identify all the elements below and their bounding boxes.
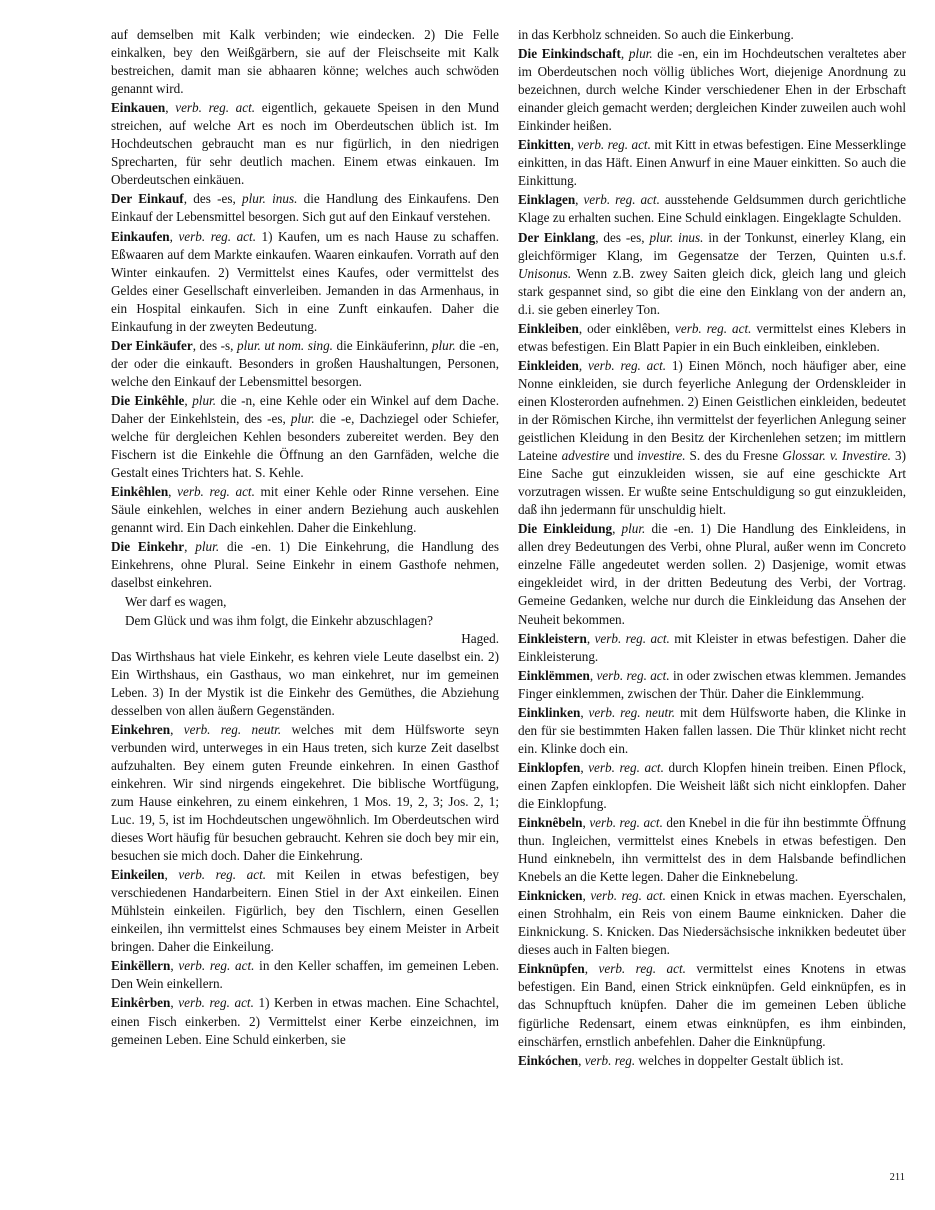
- headword: Der Einklang: [518, 229, 596, 245]
- headword: Einknêbeln: [518, 815, 583, 831]
- entry-einkleidung: Die Einkleidung, plur. die -en. 1) Die Handlung des Einkleidens, in allen drey Bedeutungen des Verbi, ohne Plural, außer wenn im Concreto einzelne Fälle angedeutet werden sollen. 2) Dasjenige, womit etwas eingekleidet wird, in der dritten Bedeutung des Verbi, der Vortrag. Gemeine Gedanken, welche nur durch die Einkleidung das Ansehen der Neuheit bekommen.: [518, 521, 906, 627]
- grammar: verb. reg. act.: [577, 137, 651, 153]
- headword: Einklinken: [518, 704, 581, 720]
- verse-source: Haged.: [461, 630, 499, 646]
- headword: Einkóchen: [518, 1052, 579, 1068]
- headword: Die Einkleidung: [518, 521, 613, 537]
- grammar: verb. reg. act.: [587, 357, 667, 373]
- grammar: plur.: [621, 521, 646, 537]
- entry-einkleistern: Einkleistern, verb. reg. act. mit Kleister in etwas befestigen. Daher die Einkleisterung.: [518, 630, 906, 664]
- entry-einkaufen: Einkaufen, verb. reg. act. 1) Kaufen, um es nach Hause zu schaffen. Eßwaaren auf dem Markte einkaufen. Waaren einkaufen. Vorrath auf den Winter einkaufen. 2) Vermittelst eines Kaufes, oder vermittelst des Geldes einer Gesellschaft einverleiben. Jemanden in das Armenhaus, in ein Hospital einkaufen. Sich in eine Zunft einkaufen. Daher die Einkaufung in der zweyten Bedeutung.: [111, 228, 500, 334]
- entry-einkellern: Einkëllern, verb. reg. act. in den Keller schaffen, im gemeinen Leben. Den Wein einkellern.: [111, 958, 500, 992]
- headword: Einklëmmen: [518, 667, 590, 683]
- headword: Einkêhlen: [111, 484, 169, 500]
- headword: Die Einkêhle: [111, 392, 185, 408]
- headword: Einkleiden: [518, 357, 579, 373]
- entry-continuation: auf demselben mit Kalk verbinden; wie eindecken. 2) Die Felle einkalken, bey den Weißgärbern, sie auf der Fleischseite mit Kalk bestreichen, damit man sie abhaaren könne; welches auch schwöden genannt wird.: [111, 27, 499, 97]
- entry-einknicken: Einknicken, verb. reg. act. einen Knick in etwas machen. Eyerschalen, einen Strohhalm, ein Reis von einem Baume einknicken. Daher die Einknickung. S. Knicken. Das Niedersächsische inknikken bedeutet über dieses auch in Falten biegen.: [518, 888, 907, 958]
- headword: Einkëllern: [111, 958, 171, 974]
- headword: Einknicken: [518, 888, 583, 904]
- headword: Die Einkindschaft: [518, 46, 621, 62]
- grammar: verb. reg. neutr.: [588, 704, 676, 720]
- entry-einklopfen: Einklopfen, verb. reg. act. durch Klopfen hinein treiben. Einen Pflock, einen Zapfen einklopfen. Die Weisheit läßt sich nicht einklopfen. Daher die Einklopfung.: [518, 759, 907, 811]
- entry-einknuepfen: Einknüpfen, verb. reg. act. vermittelst eines Knotens in etwas befestigen. Ein Band, einen Strick einknüpfen. Geld einknüpfen, es in das Schnupftuch knüpfen. Daher die im gemeinen Leben übliche figürliche Redensart, einem etwas einknüpfen, es ihm einbinden, einschärfen, ernstlich anbefehlen. Daher die Einknüpfung.: [518, 961, 906, 1049]
- grammar: verb. reg. act.: [175, 100, 256, 116]
- headword: Einkêrben: [111, 995, 171, 1011]
- grammar: verb. reg. act.: [594, 630, 670, 646]
- grammar: verb. reg. act.: [177, 484, 255, 500]
- headword: Einklagen: [518, 192, 576, 208]
- entry-einklagen: Einklagen, verb. reg. act. ausstehende Geldsummen durch gerichtliche Klage zu erhalten suchen. Eine Schuld einklagen. Eingeklagte Schulden.: [518, 192, 907, 226]
- grammar: plur.: [628, 46, 653, 62]
- entry-einklang: Der Einklang, des -es, plur. inus. in der Tonkunst, einerley Klang, ein gleichförmiger Klang, im Gegensatze der Terzen, Quinten u.s.f. Unisonus. Wenn z.B. zwey Saiten gleich dick, gleich lang und gleich stark gespannet sind, so gibt die eine den Einklang von der andern an, d.i. sie geben einerley Ton.: [518, 229, 906, 317]
- entry-einklemmen: Einklëmmen, verb. reg. act. in oder zwischen etwas klemmen. Jemandes Finger einklemmen, zwischen der Thür. Daher die Einklemmung.: [518, 667, 907, 701]
- left-column: [111, 26, 499, 1050]
- entry-einkindschaft: Die Einkindschaft, plur. die -en, ein im Hochdeutschen veraltetes aber im Oberdeutschen noch völlig übliches Wort, diejenige Anordnung zu bezeichnen, durch welche Kinder verschiedener Ehen in der Erbschaft einander gleich gemacht werden; dergleichen Kinder zuweilen auch wohl Einkinder heißen.: [518, 46, 906, 134]
- headword: Der Einkauf: [111, 191, 184, 207]
- entry-einkerben: Einkêrben, verb. reg. act. 1) Kerben in etwas machen. Eine Schachtel, einen Fisch einkerben. 2) Vermittelst einer Kerbe einzeichnen, im gemeinen Leben. Eine Schuld einkerben, sie: [111, 995, 500, 1047]
- grammar: plur. inus.: [649, 229, 704, 245]
- right-column: [518, 26, 906, 1071]
- entry-einkitten: Einkitten, verb. reg. act. mit Kitt in etwas befestigen. Eine Messerklinge einkitten, in das Häft. Einen Anwurf in eine Mauer einkitten. So auch die Einkittung.: [518, 137, 906, 189]
- grammar: verb. reg. act.: [178, 228, 256, 244]
- headword: Einkeilen: [111, 867, 165, 883]
- grammar: plur.: [195, 539, 220, 555]
- entry-einknebeln: Einknêbeln, verb. reg. act. den Knebel in die für ihn bestimmte Öffnung thun. Ingleichen, vermittelst eines Knebels in etwas befestigen. Den Hund einknebeln, ihn vermittelst des in dem Halsbande befindlichen Knebels an die Kette legen. Daher die Einknebelung.: [518, 815, 907, 885]
- entry-einkehlen: Einkêhlen, verb. reg. act. mit einer Kehle oder Rinne versehen. Eine Säule einkehlen, welches in einer andern Beziehung auch auskehlen genannt wird. Ein Dach einkehlen. Daher die Einkehlung.: [111, 484, 500, 536]
- grammar: verb. reg. act.: [583, 192, 660, 208]
- entry-einkehle: Die Einkêhle, plur. die -n, eine Kehle oder ein Winkel auf dem Dache. Daher der Einkehlstein, des -es, plur. die -e, Dachziegel oder Schiefer, welche für dergleichen Kehlen besonders zubereitet werden. Bey den Fischern ist die Einkehle die Öffnung an den Garnfäden, welche die Gestalt eines Trichters hat. S. Kehle.: [111, 392, 500, 481]
- headword: Die Einkehr: [111, 539, 185, 555]
- entry-einkochen: Einkóchen, verb. reg. welches in doppelter Gestalt üblich ist.: [518, 1052, 844, 1068]
- grammar: verb. reg. act.: [178, 867, 267, 883]
- grammar: plur. inus.: [242, 191, 298, 207]
- grammar: verb. reg. act.: [178, 958, 255, 974]
- headword: Einknüpfen: [518, 961, 585, 977]
- grammar: verb. reg. act.: [178, 995, 254, 1011]
- entry-einkerben-cont: in das Kerbholz schneiden. So auch die Einkerbung.: [518, 27, 794, 42]
- grammar: plur. ut nom. sing.: [237, 337, 333, 353]
- grammar: plur.: [192, 392, 217, 408]
- headword: Einkitten: [518, 137, 571, 153]
- grammar: verb. reg. act.: [596, 667, 670, 683]
- entry-einkleiden: Einkleiden, verb. reg. act. 1) Einen Mönch, noch häufiger aber, eine Nonne einkleiden, sie durch feyerliche Anlegung der Ordenskleider in einen Klosterorden aufnehmen. 2) Einen Geistlichen einkleiden, bedeutet in der Römischen Kirche, ihn vermittelst der feyerlichen Anlegung seiner geistlichen Kleidung in den Besitz der Kirchenlehen setzen; im mittlern Lateine advestire und investire. S. des du Fresne Glossar. v. Investire. 3) Eine Sache gut einzukleiden wissen, sie auf eine geschickte Art vorzutragen wissen. Er wußte seine Entschuldigung so gut einzukleiden, daß ihn jedermann für unschuldig hielt.: [518, 357, 906, 518]
- grammar: verb. reg. act.: [598, 961, 686, 977]
- entry-einkeilen: Einkeilen, verb. reg. act. mit Keilen in etwas befestigen, bey verschiedenen Handarbeitern. Einen Stiel in der Axt einkeilen. Einen Mühlstein einkeilen. Figürlich, bey den Tischlern, einen Gesellen einkeilen, ihn vermittelst eines Schmauses bey einem Meister in Arbeit bringen. Daher die Einkeilung.: [111, 867, 500, 955]
- headword: Der Einkäufer: [111, 337, 193, 353]
- headword: Einkehren: [111, 721, 171, 737]
- grammar: verb. reg. act.: [674, 320, 752, 336]
- headword: Einkaufen: [111, 228, 170, 244]
- grammar: verb. reg. act.: [588, 759, 664, 775]
- grammar: verb. reg. act.: [590, 888, 666, 904]
- grammar: verb. reg. neutr.: [183, 721, 282, 737]
- entry-einkleiben: Einkleiben, oder einklêben, verb. reg. act. vermittelst eines Klebers in etwas befestigen. Ein Blatt Papier in ein Buch einkleiben, einkleben.: [518, 320, 906, 354]
- entry-einkehren: Einkehren, verb. reg. neutr. welches mit dem Hülfsworte seyn verbunden wird, unterweges in ein Haus treten, sich kurze Zeit daselbst aufzuhalten. Bey einem guten Freunde einkehren. In einen Gasthof einkehren. Wir sind nirgends eingekehret. Die biblische Wortfügung, zum Hause einkehren, zu einem einkehren, 1 Mos. 19, 2, 3; Jos. 2, 1; Luc. 19, 5, ist im Hochdeutschen ungewöhnlich. Im Oberdeutschen wird dieses Wort häufig für besuchen gebraucht. Kehren sie doch bey mir ein, besuchen sie mich doch. Daher die Einkehrung.: [111, 721, 499, 864]
- grammar: verb. reg.: [584, 1052, 636, 1068]
- verse-quote: Wer darf es wagen, Dem Glück und was ihm folgt, die Einkehr abzuschlagen?: [125, 594, 433, 628]
- grammar: verb. reg. act.: [589, 815, 663, 831]
- page-number: 211: [889, 1172, 905, 1183]
- entry-einklinken: Einklinken, verb. reg. neutr. mit dem Hülfsworte haben, die Klinke in den für sie bestimmten Haken fallen lassen. Die Thür klinket nicht recht ein. Klinke doch ein.: [518, 704, 907, 756]
- headword: Einklopfen: [518, 759, 581, 775]
- headword: Einkauen: [111, 100, 166, 116]
- entry-einkaeufer: Der Einkäufer, des -s, plur. ut nom. sing. die Einkäuferinn, plur. die -en, der oder die einkauft. Besonders in großen Haushaltungen, Personen, welche den Einkauf der Lebensmittel besorgen.: [111, 337, 499, 389]
- headword: Einkleistern: [518, 630, 587, 646]
- entry-einkehr: Die Einkehr, plur. die -en. 1) Die Einkehrung, die Handlung des Einkehrens, ohne Plural. Seine Einkehr in einem Gasthofe nehmen, daselbst einkehren.: [111, 539, 500, 591]
- entry-einkauen: Einkauen, verb. reg. act. eigentlich, gekauete Speisen in den Mund streichen, auf welche Art es noch im Oberdeutschen üblich ist. Im Hochdeutschen gebraucht man es nur figürlich, in den niedrigen Sprecharten, für sehr deutlich machen. Einem etwas einkauen. Im Oberdeutschen einkäuen.: [111, 100, 500, 188]
- entry-einkehr-cont: Das Wirthshaus hat viele Einkehr, es kehren viele Leute daselbst ein. 2) Ein Wirthshaus, ein Gasthaus, wo man einkehret, nur im gemeinen Leben. 3) In der Mystik ist die Einkehr des Gemüthes, die Abziehung desselben von allen äußern Gegenständen.: [111, 648, 499, 718]
- headword: Einkleiben: [518, 320, 579, 336]
- entry-einkauf: Der Einkauf, des -es, plur. inus. die Handlung des Einkaufens. Den Einkauf der Lebensmittel besorgen. Sich gut auf den Einkauf verstehen.: [111, 191, 499, 225]
